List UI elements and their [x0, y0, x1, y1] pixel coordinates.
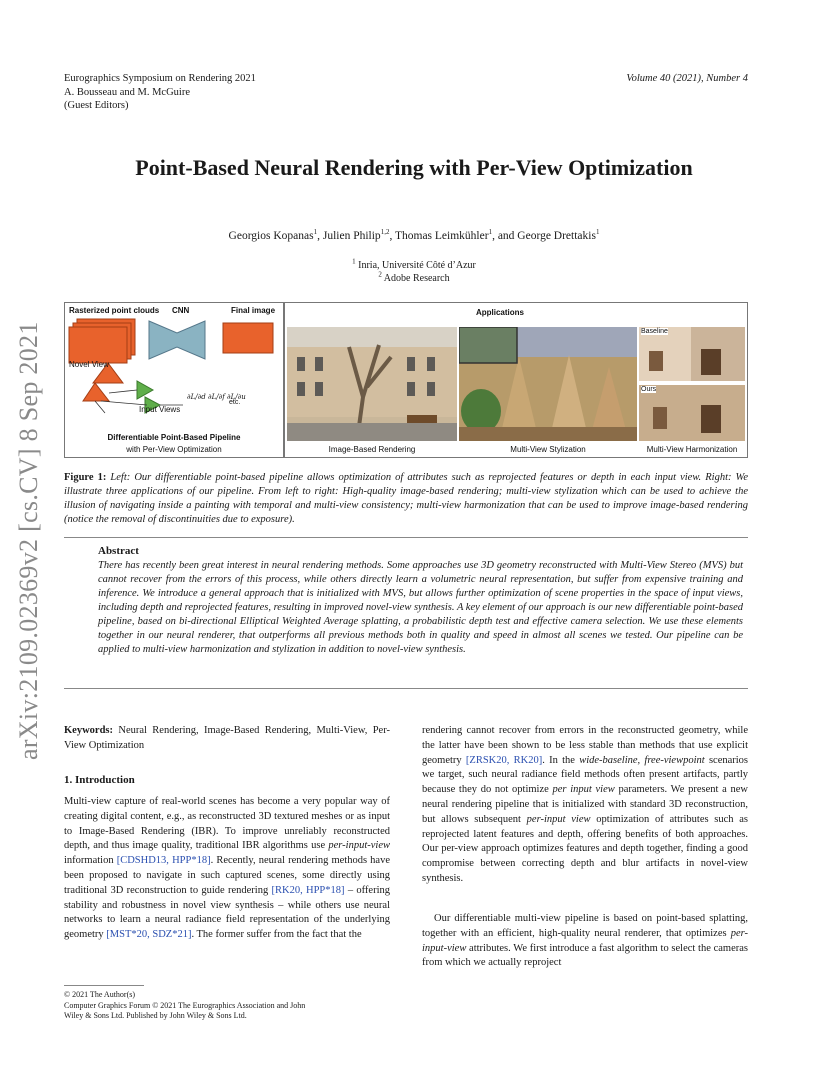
paper-title: Point-Based Neural Rendering with Per-View Optimization [135, 155, 693, 180]
keywords-text: Neural Rendering, Image-Based Rendering, Multi-View, Per-View Optimization [64, 725, 390, 751]
right-paragraph-1 [422, 724, 748, 887]
text-run: parameters. We present a new neural rendering pipeline that is initialized with standard 3D reconstruction, but allows subsequent [422, 784, 749, 825]
caption-label: Figure 1: [64, 472, 107, 483]
harmonization-photos [639, 327, 745, 441]
ibr-label: Image-Based Rendering [328, 445, 416, 454]
stylization-label: Multi-View Stylization [510, 445, 586, 454]
author-affil-mark: 1,2 [380, 228, 390, 237]
ours-label: Ours [641, 386, 657, 393]
intro-paragraph [64, 795, 390, 943]
text-run: . In the [542, 754, 580, 766]
right-paragraph-2 [422, 912, 748, 971]
figure-caption [64, 471, 748, 527]
affil-mark: 1 [352, 257, 356, 266]
text-run: optimization of attributes such as reprojected latent features and depth, offering benefits of both approaches. Our per-view approach optimizes features and depth together, finding a good compromise between correcting depth and blur artifacts in novel-view synthesis. [422, 813, 749, 884]
citation-link[interactable]: [RK20, HPP*18] [271, 884, 345, 896]
baseline-label: Baseline [641, 328, 668, 335]
text-run: per-input-view [328, 840, 390, 852]
keywords-label: Keywords: [64, 725, 113, 736]
author-affil-mark: 1 [313, 228, 318, 237]
text-run: – offering stability and robustness in novel view synthesis – while others use neural networks to learn a neural radiance field representation of the underlying geometry [64, 884, 390, 941]
rasterized-label: Rasterized point clouds [69, 306, 160, 315]
stylization-photo [459, 327, 637, 441]
author-affil-mark: 1 [488, 228, 493, 237]
final-image-label: Final image [231, 306, 276, 315]
divider-bottom [64, 688, 748, 689]
novel-view-label: Novel View [69, 360, 109, 369]
copyright-footer [64, 990, 305, 1022]
affil-mark: 2 [378, 270, 382, 279]
affil-text: Adobe Research [381, 273, 450, 284]
footer-rule [64, 985, 144, 986]
copyright-line: Wiley & Sons Ltd. Published by John Wiley & Sons Ltd. [64, 1011, 247, 1020]
volume-info: Volume 40 (2021), Number 4 [626, 73, 748, 84]
affil-text: Inria, Université Côté d’Azur [355, 260, 476, 271]
gradient-label: ∂L/∂d ∂L/∂f ∂L/∂u [187, 393, 246, 401]
citation-link[interactable]: [MST*20, SDZ*21] [106, 929, 192, 941]
text-run: . The former suffer from the fact that the [191, 929, 362, 941]
journal-name: Eurographics Symposium on Rendering 2021 [64, 73, 256, 84]
divider-top [64, 537, 748, 538]
author-name: , Thomas Leimkühler [389, 230, 489, 242]
etc-label: etc. [229, 399, 241, 406]
pipeline-caption-line2: with Per-View Optimization [126, 445, 222, 454]
text-run: per input view [552, 784, 615, 796]
text-run: information [64, 855, 117, 867]
arxiv-stamp: arXiv:2109.02369v2 [cs.CV] 8 Sep 2021 [14, 321, 43, 760]
text-run: Multi-view capture of real-world scenes has become a very popular way of creating digital content, e.g., as reconstructed 3D textured meshes or as input to Image-Based Rendering (IBR). To improve unreliably reconstructed depth, and thus image quality, traditional IBR algorithms use [64, 796, 390, 852]
text-run: Our differentiable multi-view pipeline is based on point-based splatting, together with an efficient, high-quality neural renderer, that optimizes [422, 913, 748, 939]
pipeline-caption-line1: Differentiable Point-Based Pipeline [107, 433, 241, 442]
editors: A. Bousseau and M. McGuire [64, 86, 190, 98]
harmonization-label: Multi-View Harmonization [646, 445, 738, 454]
author-name: , Julien Philip [317, 230, 381, 242]
author-list [0, 230, 828, 242]
author-name: , and George Drettakis [492, 230, 596, 242]
text-run: per-input view [526, 813, 591, 825]
affiliation-2 [0, 270, 828, 284]
copyright-line: © 2021 The Author(s) [64, 990, 136, 999]
affiliation-1 [0, 257, 828, 271]
guest-editors: (Guest Editors) [64, 100, 129, 111]
text-run: . Recently, neural rendering methods have been proposed to navigate in such captured scenes, some directly using traditional 3D reconstruction to guide rendering [64, 855, 390, 896]
abstract-text: There has recently been great interest in neural rendering methods. Some approaches use 3D geometry reconstructed with Multi-View Stereo (MVS) but cannot recover from the errors of this process, while others directly learn a volumetric neural representation, but suffer from expensive training and inference. We introduce a general approach that is initialized with MVS, but allows further optimization of scene properties in the space of input views, including depth and reprojected features, resulting in improved novel-view synthesis. A key element of our approach is our new differentiable point-based pipeline, based on bi-directional Elliptical Weighted Average splatting, a probabilistic depth test and effective camera selection. We use these elements together in our neural renderer, that outperforms all previous methods both in quality and speed in almost all scenes we tested. Our pipeline can be applied to multi-view harmonization and stylization in addition to novel-view synthesis. [98, 560, 743, 655]
text-run: wide-baseline, free-viewpoint [579, 754, 705, 766]
cnn-label: CNN [172, 306, 190, 315]
author-name: Georgios Kopanas [228, 230, 314, 242]
keywords [64, 724, 390, 754]
journal-header [64, 72, 256, 113]
copyright-line: Computer Graphics Forum © 2021 The Eurographics Association and John [64, 1000, 306, 1010]
author-affil-mark: 1 [595, 228, 600, 237]
input-views-label: Input Views [139, 405, 181, 414]
section-heading: 1. Introduction [64, 774, 135, 786]
text-run: scenarios we target, such neural radiance field methods often present artifacts, partly because they do not optimize [422, 754, 749, 796]
text-run: attributes. We first introduce a fast algorithm to select the cameras from which we actually reproject [422, 942, 748, 969]
text-run: per-input-view [422, 927, 748, 954]
ibr-photo [287, 327, 457, 441]
text-run: rendering cannot recover from errors in the reconstructed geometry, while the latter have been shown to be less stable than methods that use explicit geometry [422, 725, 748, 766]
figure-1 [64, 302, 748, 458]
applications-panel [284, 302, 748, 458]
caption-text: Left: Our differentiable point-based pipeline allows optimization of attributes such as reprojected features or depth in each input view. Right: We illustrate three applications of our pipeline. From left to right: High-quality image-based rendering; multi-view stylization which can be used to achieve the illusion of navigating inside a painting with temporal and multi-view consistency; multi-view harmonization that can be used to improve image-based rendering (notice the removal of discontinuities due to exposure). [64, 472, 748, 525]
citation-link[interactable]: [ZRSK20, RK20] [465, 754, 543, 766]
abstract-heading: Abstract [98, 545, 139, 557]
applications-label: Applications [475, 308, 524, 317]
pipeline-diagram [64, 302, 284, 458]
citation-link[interactable]: [CDSHD13, HPP*18] [116, 855, 211, 867]
